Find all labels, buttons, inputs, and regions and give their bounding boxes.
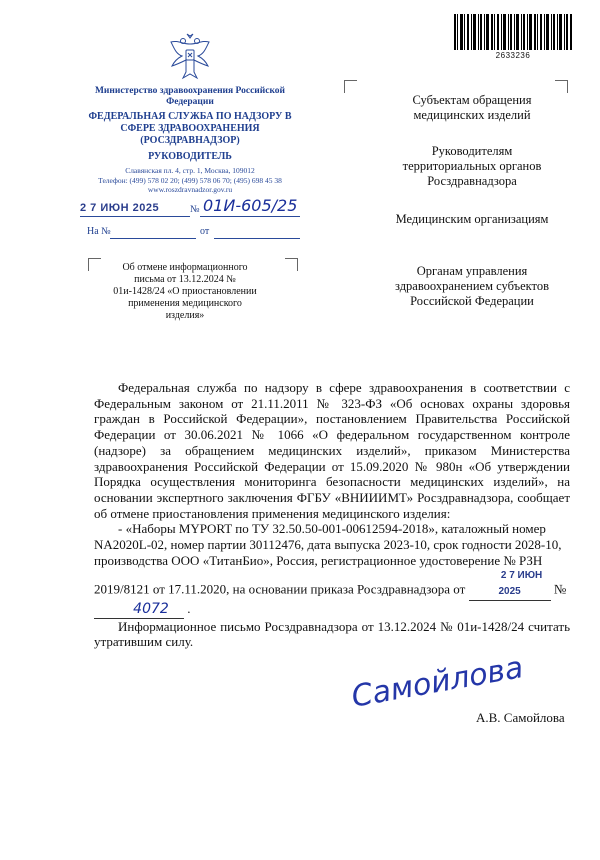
signature: Самойлова [348,650,526,715]
coat-of-arms-icon [168,32,212,82]
corner-bracket [88,258,101,271]
signatory-name: А.В. Самойлова [476,710,565,725]
addressee-2: Руководителям территориальных органов Росздравнадзора [402,144,542,188]
registration-date-stamp: 2 7 ИЮН 2025 [80,202,160,214]
barcode-number: 2633236 [495,51,531,60]
letter-body [94,380,570,650]
order-date-stamp: 2 7 ИЮН 2025 [469,568,551,600]
product-description: - «Наборы MYPORT по ТУ 32.50.50-001-00612594-2018», каталожный номер NA2020L-02, номер партии 30112476, дата выпуска 2023-10, срок годности 2028-10, производства ООО «ТитанБио», Россия, регистрационное удостоверение № РЗН 2019/8121 от 17.11.2020, на основании приказа Росздравнадзора от [94,521,562,598]
addressee-1: Субъектам обращения медицинских изделий [412,93,532,122]
corner-bracket [344,80,357,93]
corner-bracket [285,258,298,271]
addressee-3: Медицинским организациям [395,212,549,226]
number-line [200,216,300,217]
from-line [214,238,300,239]
body-paragraph-3: Информационное письмо Росздравнадзора от 13.12.2024 № 01и-1428/24 считать утратившим силу. [94,618,570,650]
registration-number: 01И-605/25 [203,196,298,215]
website: www.roszdravnadzor.gov.ru [147,185,233,194]
body-paragraph-1: Федеральная служба по надзору в сфере здравоохранения в соответствии с Федеральным законом от 21.11.2011 № 323-ФЗ «Об основах охраны здоровья граждан в Российской Федерации», постановлением Правительства Российской Федерации от 30.06.2021 № 1066 «О федеральном государственном контроле (надзоре) за обращением медицинских изделий», приказом Министерства здравоохранения Российской Федерации от 15.09.2020 № 980н «Об утверждении Порядка осуществления мониторинга безопасности медицинских изделий», на основании экспертного заключения ФГБУ «ВНИИИМТ» Росздравнадзора, сообщает об отмене приостановления применения медицинского изделия: [94,380,570,521]
head-title: РУКОВОДИТЕЛЬ [148,151,232,162]
ministry-name: Министерство здравоохранения Российской Федерации [94,86,286,107]
ref-line [110,238,196,239]
order-number: 4072 [94,602,184,619]
addressee-4: Органам управления здравоохранением субъектов Российской Федерации [394,264,549,308]
number-label: № [190,204,200,215]
letter-subject: Об отмене информационного письма от 13.12.2024 № 01и-1428/24 «О приостановлении применения медицинского изделия» [113,262,257,321]
header-contacts [80,166,300,195]
barcode [452,14,574,50]
service-name: ФЕДЕРАЛЬНАЯ СЛУЖБА ПО НАДЗОРУ В СФЕРЕ ЗДРАВООХРАНЕНИЯ (РОСЗДРАВНАДЗОР) [88,111,292,146]
phones: Телефон: (499) 578 02 20; (499) 578 06 70; (495) 698 45 38 [98,175,282,185]
from-label: от [200,226,210,237]
corner-bracket [555,80,568,93]
order-number-label: № [553,582,567,598]
ref-label: На № [87,226,111,237]
body-paragraph-2: - «Наборы MYPORT по ТУ 32.50.50-001-00612594-2018», каталожный номер NA2020L-02, номер партии 30112476, дата выпуска 2023-10, срок годности 2028-10, производства ООО «ТитанБио», Россия, регистрационное удостоверение № РЗН 2019/8121 от 17.11.2020, на основании приказа Росздравнадзора от 2 7 ИЮН 2025 № 4072 . [94,521,567,617]
date-line [80,216,190,217]
address: Славянская пл. 4, стр. 1, Москва, 109012 [125,166,255,175]
